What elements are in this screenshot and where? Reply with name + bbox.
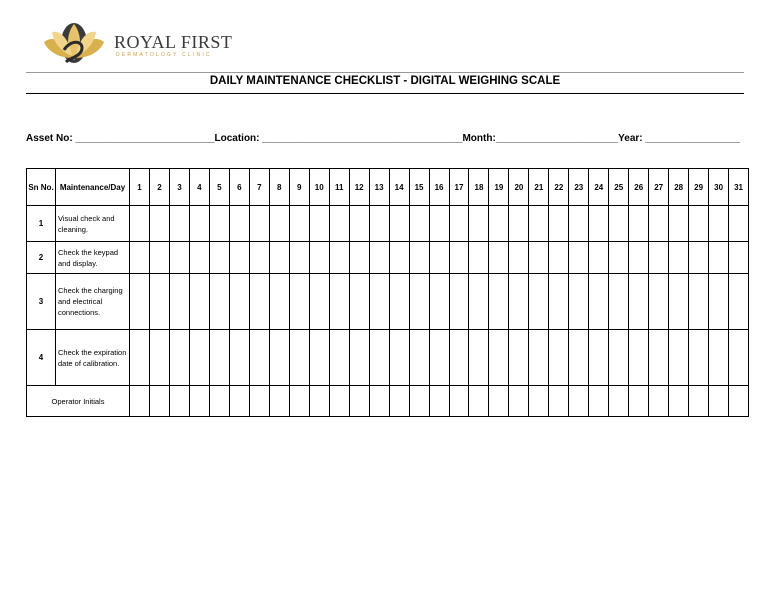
check-cell[interactable] xyxy=(249,242,269,274)
day-header: 22 xyxy=(549,169,569,206)
check-cell[interactable] xyxy=(409,242,429,274)
check-cell[interactable] xyxy=(589,242,609,274)
initials-cell[interactable] xyxy=(329,386,349,417)
initials-cell[interactable] xyxy=(229,386,249,417)
check-cell[interactable] xyxy=(329,242,349,274)
check-cell[interactable] xyxy=(229,330,249,386)
initials-cell[interactable] xyxy=(369,386,389,417)
header-rule-bottom xyxy=(26,93,744,94)
check-cell[interactable] xyxy=(130,206,150,242)
check-cell[interactable] xyxy=(149,242,169,274)
check-cell[interactable] xyxy=(189,206,209,242)
check-cell[interactable] xyxy=(169,242,189,274)
initials-cell[interactable] xyxy=(130,386,150,417)
initials-cell[interactable] xyxy=(249,386,269,417)
check-cell[interactable] xyxy=(269,274,289,330)
initials-cell[interactable] xyxy=(609,386,629,417)
initials-cell[interactable] xyxy=(589,386,609,417)
check-cell[interactable] xyxy=(209,274,229,330)
check-cell[interactable] xyxy=(489,274,509,330)
table-row xyxy=(27,242,749,274)
initials-cell[interactable] xyxy=(189,386,209,417)
check-cell[interactable] xyxy=(389,206,409,242)
day-header: 15 xyxy=(409,169,429,206)
check-cell[interactable] xyxy=(309,274,329,330)
check-cell[interactable] xyxy=(289,330,309,386)
day-header: 6 xyxy=(229,169,249,206)
brand-tagline: DERMATOLOGY CLINIC xyxy=(116,52,212,58)
check-cell[interactable] xyxy=(409,206,429,242)
day-header: 11 xyxy=(329,169,349,206)
check-cell[interactable] xyxy=(529,206,549,242)
initials-cell[interactable] xyxy=(209,386,229,417)
check-cell[interactable] xyxy=(649,206,669,242)
check-cell[interactable] xyxy=(169,274,189,330)
check-cell[interactable] xyxy=(329,274,349,330)
day-header: 26 xyxy=(629,169,649,206)
check-cell[interactable] xyxy=(289,274,309,330)
check-cell[interactable] xyxy=(709,206,729,242)
initials-cell[interactable] xyxy=(509,386,529,417)
check-cell[interactable] xyxy=(729,242,749,274)
day-header: 16 xyxy=(429,169,449,206)
day-header: 24 xyxy=(589,169,609,206)
check-cell[interactable] xyxy=(309,330,329,386)
check-cell[interactable] xyxy=(689,330,709,386)
check-cell[interactable] xyxy=(349,274,369,330)
check-cell[interactable] xyxy=(609,206,629,242)
day-header: 12 xyxy=(349,169,369,206)
check-cell[interactable] xyxy=(130,274,150,330)
day-header: 9 xyxy=(289,169,309,206)
check-cell[interactable] xyxy=(189,242,209,274)
day-header: 20 xyxy=(509,169,529,206)
initials-cell[interactable] xyxy=(449,386,469,417)
check-cell[interactable] xyxy=(489,206,509,242)
check-cell[interactable] xyxy=(609,242,629,274)
check-cell[interactable] xyxy=(269,330,289,386)
check-cell[interactable] xyxy=(549,242,569,274)
check-cell[interactable] xyxy=(509,242,529,274)
initials-cell[interactable] xyxy=(729,386,749,417)
check-cell[interactable] xyxy=(369,206,389,242)
check-cell[interactable] xyxy=(189,274,209,330)
day-header: 27 xyxy=(649,169,669,206)
day-header: 1 xyxy=(130,169,150,206)
check-cell[interactable] xyxy=(229,242,249,274)
task-description: Visual check and cleaning. xyxy=(56,206,130,242)
check-cell[interactable] xyxy=(529,242,549,274)
check-cell[interactable] xyxy=(229,274,249,330)
check-cell[interactable] xyxy=(169,330,189,386)
day-header: 7 xyxy=(249,169,269,206)
check-cell[interactable] xyxy=(449,206,469,242)
row-number: 1 xyxy=(27,206,56,242)
check-cell[interactable] xyxy=(469,274,489,330)
check-cell[interactable] xyxy=(709,330,729,386)
check-cell[interactable] xyxy=(329,206,349,242)
check-cell[interactable] xyxy=(709,274,729,330)
check-cell[interactable] xyxy=(409,274,429,330)
initials-cell[interactable] xyxy=(349,386,369,417)
check-cell[interactable] xyxy=(309,206,329,242)
check-cell[interactable] xyxy=(369,330,389,386)
day-header: 25 xyxy=(609,169,629,206)
check-cell[interactable] xyxy=(169,206,189,242)
check-cell[interactable] xyxy=(149,206,169,242)
check-cell[interactable] xyxy=(689,206,709,242)
initials-cell[interactable] xyxy=(669,386,689,417)
check-cell[interactable] xyxy=(449,274,469,330)
check-cell[interactable] xyxy=(709,242,729,274)
table-row xyxy=(27,206,749,242)
check-cell[interactable] xyxy=(569,330,589,386)
day-header: 3 xyxy=(169,169,189,206)
day-header: 30 xyxy=(709,169,729,206)
task-description: Check the expiration date of calibration. xyxy=(56,330,130,386)
check-cell[interactable] xyxy=(429,242,449,274)
check-cell[interactable] xyxy=(669,330,689,386)
check-cell[interactable] xyxy=(529,330,549,386)
task-description: Check the charging and electrical connections. xyxy=(56,274,130,330)
day-header: 17 xyxy=(449,169,469,206)
initials-cell[interactable] xyxy=(149,386,169,417)
sn-header: Sn No. xyxy=(27,169,56,206)
day-header: 2 xyxy=(149,169,169,206)
check-cell[interactable] xyxy=(229,206,249,242)
table-row xyxy=(27,330,749,386)
check-cell[interactable] xyxy=(649,274,669,330)
check-cell[interactable] xyxy=(469,330,489,386)
check-cell[interactable] xyxy=(729,330,749,386)
initials-cell[interactable] xyxy=(469,386,489,417)
check-cell[interactable] xyxy=(409,330,429,386)
day-header: 18 xyxy=(469,169,489,206)
check-cell[interactable] xyxy=(609,274,629,330)
day-header: 8 xyxy=(269,169,289,206)
initials-cell[interactable] xyxy=(289,386,309,417)
check-cell[interactable] xyxy=(729,206,749,242)
check-cell[interactable] xyxy=(609,330,629,386)
check-cell[interactable] xyxy=(249,274,269,330)
check-cell[interactable] xyxy=(509,206,529,242)
check-cell[interactable] xyxy=(549,274,569,330)
initials-cell[interactable] xyxy=(689,386,709,417)
check-cell[interactable] xyxy=(149,274,169,330)
check-cell[interactable] xyxy=(209,242,229,274)
brand-name: ROYAL FIRST xyxy=(114,32,233,52)
initials-cell[interactable] xyxy=(569,386,589,417)
check-cell[interactable] xyxy=(469,242,489,274)
asset-info-fields: Asset No: _________________________Location: ____________________________________Month:______________________Year: _________________ xyxy=(26,133,740,144)
check-cell[interactable] xyxy=(729,274,749,330)
check-cell[interactable] xyxy=(649,242,669,274)
check-cell[interactable] xyxy=(130,242,150,274)
check-cell[interactable] xyxy=(389,242,409,274)
initials-cell[interactable] xyxy=(409,386,429,417)
document-title: DAILY MAINTENANCE CHECKLIST - DIGITAL WEIGHING SCALE xyxy=(209,75,561,87)
check-cell[interactable] xyxy=(689,242,709,274)
check-cell[interactable] xyxy=(130,330,150,386)
check-cell[interactable] xyxy=(329,330,349,386)
check-cell[interactable] xyxy=(389,330,409,386)
check-cell[interactable] xyxy=(629,274,649,330)
task-header: Maintenance/Day xyxy=(56,169,130,206)
check-cell[interactable] xyxy=(549,330,569,386)
check-cell[interactable] xyxy=(669,206,689,242)
day-header: 28 xyxy=(669,169,689,206)
check-cell[interactable] xyxy=(569,242,589,274)
check-cell[interactable] xyxy=(589,330,609,386)
table-header-row xyxy=(27,169,749,206)
day-header: 14 xyxy=(389,169,409,206)
check-cell[interactable] xyxy=(669,242,689,274)
check-cell[interactable] xyxy=(289,242,309,274)
day-header: 10 xyxy=(309,169,329,206)
check-cell[interactable] xyxy=(509,274,529,330)
lotus-icon xyxy=(38,20,114,66)
check-cell[interactable] xyxy=(689,274,709,330)
check-cell[interactable] xyxy=(149,330,169,386)
check-cell[interactable] xyxy=(189,330,209,386)
check-cell[interactable] xyxy=(209,330,229,386)
check-cell[interactable] xyxy=(629,206,649,242)
operator-initials-label: Operator Initials xyxy=(27,386,130,417)
initials-cell[interactable] xyxy=(269,386,289,417)
initials-cell[interactable] xyxy=(389,386,409,417)
check-cell[interactable] xyxy=(589,274,609,330)
check-cell[interactable] xyxy=(449,242,469,274)
check-cell[interactable] xyxy=(549,206,569,242)
initials-cell[interactable] xyxy=(629,386,649,417)
day-header: 29 xyxy=(689,169,709,206)
initials-cell[interactable] xyxy=(549,386,569,417)
check-cell[interactable] xyxy=(489,330,509,386)
check-cell[interactable] xyxy=(529,274,549,330)
row-number: 3 xyxy=(27,274,56,330)
day-header: 21 xyxy=(529,169,549,206)
day-header: 5 xyxy=(209,169,229,206)
check-cell[interactable] xyxy=(669,274,689,330)
initials-cell[interactable] xyxy=(309,386,329,417)
check-cell[interactable] xyxy=(429,274,449,330)
check-cell[interactable] xyxy=(269,206,289,242)
check-cell[interactable] xyxy=(289,206,309,242)
operator-row xyxy=(27,386,749,417)
table-row xyxy=(27,274,749,330)
check-cell[interactable] xyxy=(369,274,389,330)
day-header: 23 xyxy=(569,169,589,206)
check-cell[interactable] xyxy=(449,330,469,386)
check-cell[interactable] xyxy=(469,206,489,242)
check-cell[interactable] xyxy=(589,206,609,242)
task-description: Check the keypad and display. xyxy=(56,242,130,274)
check-cell[interactable] xyxy=(249,206,269,242)
row-number: 2 xyxy=(27,242,56,274)
initials-cell[interactable] xyxy=(429,386,449,417)
initials-cell[interactable] xyxy=(529,386,549,417)
initials-cell[interactable] xyxy=(709,386,729,417)
day-header: 19 xyxy=(489,169,509,206)
check-cell[interactable] xyxy=(569,206,589,242)
day-header: 31 xyxy=(729,169,749,206)
check-cell[interactable] xyxy=(249,330,269,386)
check-cell[interactable] xyxy=(269,242,289,274)
check-cell[interactable] xyxy=(349,330,369,386)
clinic-logo xyxy=(38,20,233,66)
check-cell[interactable] xyxy=(429,330,449,386)
check-cell[interactable] xyxy=(349,206,369,242)
initials-cell[interactable] xyxy=(649,386,669,417)
checklist-table xyxy=(26,168,749,417)
row-number: 4 xyxy=(27,330,56,386)
check-cell[interactable] xyxy=(629,242,649,274)
check-cell[interactable] xyxy=(649,330,669,386)
check-cell[interactable] xyxy=(489,242,509,274)
header-rule-top xyxy=(26,72,744,73)
initials-cell[interactable] xyxy=(169,386,189,417)
initials-cell[interactable] xyxy=(489,386,509,417)
check-cell[interactable] xyxy=(349,242,369,274)
check-cell[interactable] xyxy=(629,330,649,386)
check-cell[interactable] xyxy=(389,274,409,330)
check-cell[interactable] xyxy=(209,206,229,242)
check-cell[interactable] xyxy=(429,206,449,242)
day-header: 13 xyxy=(369,169,389,206)
day-header: 4 xyxy=(189,169,209,206)
check-cell[interactable] xyxy=(309,242,329,274)
check-cell[interactable] xyxy=(509,330,529,386)
check-cell[interactable] xyxy=(569,274,589,330)
check-cell[interactable] xyxy=(369,242,389,274)
